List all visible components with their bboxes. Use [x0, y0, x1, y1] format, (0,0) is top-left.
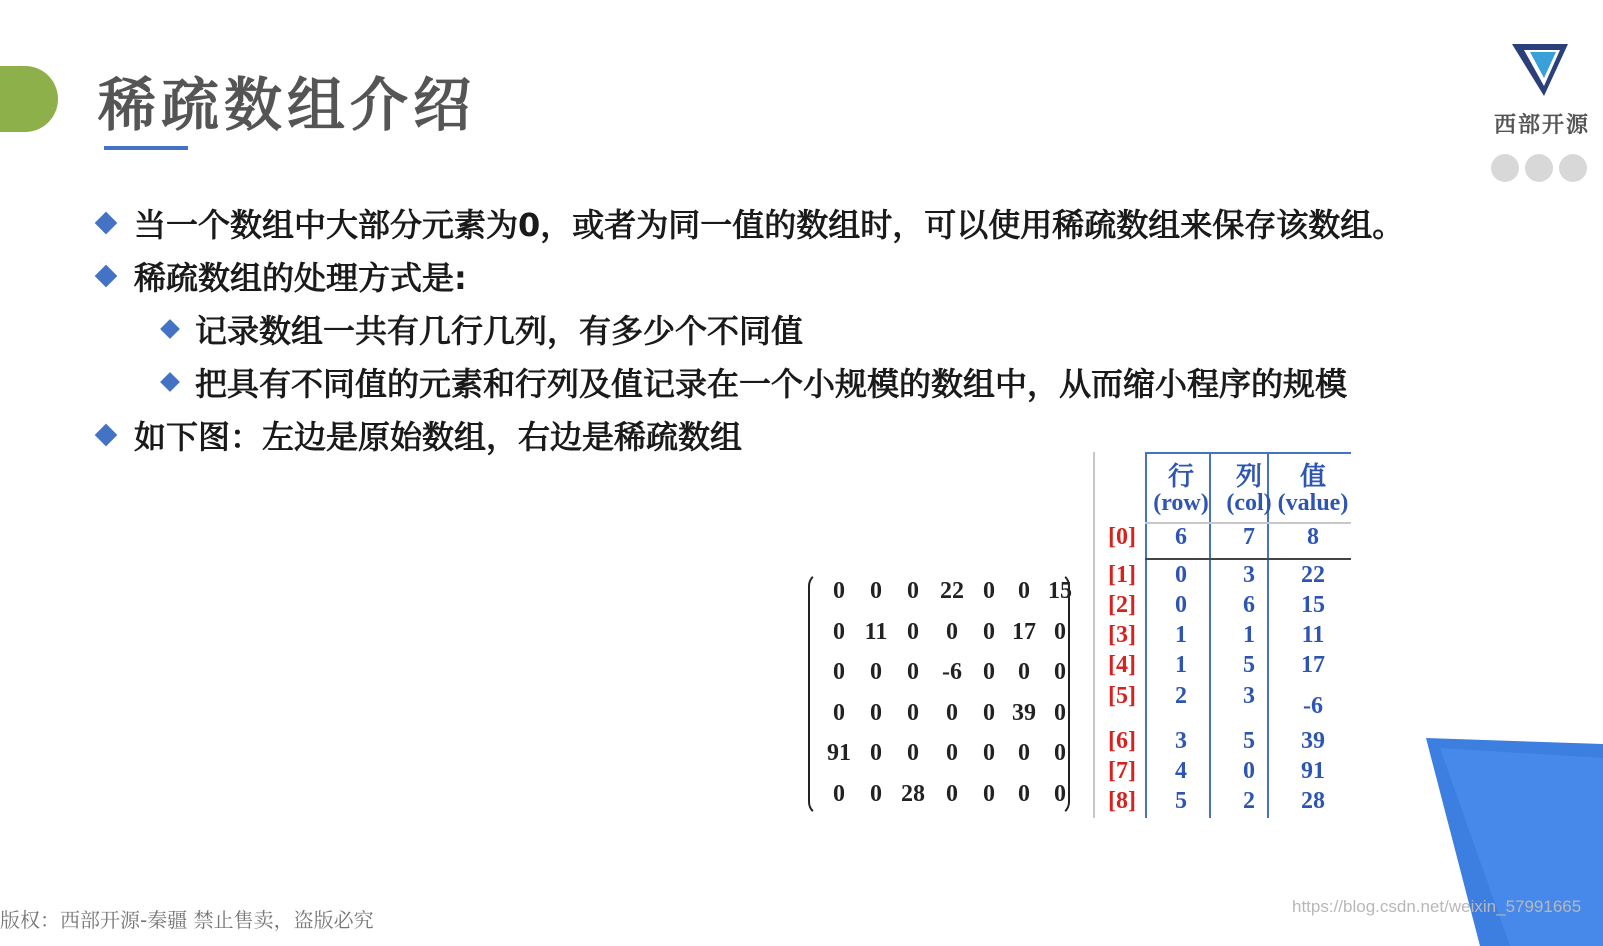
matrix-cell: 0: [907, 659, 919, 685]
matrix-cell: 0: [946, 699, 958, 726]
logo-text: 西部开源: [1494, 113, 1591, 138]
diamond-bullet-icon: [160, 319, 180, 339]
matrix-cell: 0: [1054, 699, 1066, 726]
matrix-cell: 17: [1012, 618, 1036, 645]
row-index-label: [2]: [1108, 592, 1136, 618]
sparse-cell-value: 22: [1301, 562, 1325, 588]
column-header-en: (row): [1153, 490, 1209, 516]
row-index-label: [1]: [1108, 562, 1136, 588]
matrix-cell: 0: [833, 699, 845, 726]
column-header-cn: 列: [1235, 462, 1262, 491]
bullet-text: 记录数组一共有几行几列，有多少个不同值: [195, 312, 804, 350]
matrix-cell: 0: [983, 618, 995, 645]
matrix-cell: 22: [940, 578, 964, 604]
sparse-cell-row: 2: [1175, 683, 1187, 709]
sparse-cell-value: 8: [1307, 524, 1319, 550]
matrix-cell: 0: [946, 618, 958, 645]
matrix-cell: 0: [870, 578, 882, 604]
matrix-cell: 0: [946, 780, 958, 807]
sparse-cell-col: 1: [1243, 622, 1255, 648]
matrix-cell: 0: [907, 699, 919, 726]
matrix-cell: -6: [942, 659, 962, 685]
matrix-cell: 0: [983, 740, 995, 766]
matrix-cell: 0: [1018, 659, 1030, 685]
bullet-text: 稀疏数组的处理方式是:: [134, 259, 467, 297]
matrix-cell: 0: [870, 740, 882, 766]
sparse-cell-value: 91: [1301, 758, 1325, 784]
page-title: 稀疏数组介绍: [98, 71, 477, 139]
matrix-cell: 0: [1018, 578, 1030, 604]
matrix-cell: 0: [1054, 780, 1066, 807]
sparse-cell-value: 11: [1301, 622, 1325, 648]
dot: [1559, 154, 1587, 182]
matrix-cell: 0: [870, 659, 882, 685]
sparse-cell-col: 3: [1243, 562, 1255, 588]
column-header-en: (col): [1226, 490, 1272, 516]
diamond-bullet-icon: [95, 424, 118, 447]
matrix-cell: 0: [870, 780, 882, 807]
matrix-cell: 0: [870, 699, 882, 726]
matrix-cell: 0: [907, 618, 919, 645]
matrix-cell: 0: [1054, 740, 1066, 766]
matrix-cell: 0: [946, 740, 958, 766]
row-index-label: [0]: [1108, 524, 1136, 550]
sub-bullet-item: [163, 306, 803, 352]
matrix-cell: 15: [1048, 578, 1072, 604]
sparse-cell-col: 6: [1243, 592, 1255, 618]
matrix-cell: 0: [1054, 618, 1066, 645]
sparse-cell-col: 5: [1243, 728, 1255, 754]
bullet-text: 如下图：左边是原始数组，右边是稀疏数组: [134, 418, 743, 456]
matrix-cell: 0: [833, 780, 845, 807]
sparse-cell-row: 1: [1175, 652, 1187, 678]
title-accent-tab: [0, 66, 58, 132]
bullet-item: [98, 200, 1404, 246]
sparse-cell-row: 1: [1175, 622, 1187, 648]
matrix-cell: 0: [983, 659, 995, 685]
diamond-bullet-icon: [95, 212, 118, 235]
table-vertical-line: [1145, 452, 1147, 818]
matrix-cell: 0: [833, 578, 845, 604]
sparse-cell-row: 0: [1175, 592, 1187, 618]
sparse-cell-col: 7: [1243, 524, 1255, 550]
diamond-bullet-icon: [160, 372, 180, 392]
bullet-text: 当一个数组中大部分元素为0，或者为同一值的数组时，可以使用稀疏数组来保存该数组。: [134, 206, 1405, 244]
v-logo-icon: [1510, 40, 1570, 100]
diamond-bullet-icon: [95, 265, 118, 288]
row-index-label: [8]: [1108, 788, 1136, 814]
row-index-label: [4]: [1108, 652, 1136, 678]
dot: [1491, 154, 1519, 182]
matrix-cell: 0: [1018, 740, 1030, 766]
matrix-cell: 0: [983, 578, 995, 604]
column-header-en: (value): [1277, 490, 1349, 516]
sparse-cell-col: 0: [1243, 758, 1255, 784]
sparse-cell-value: 39: [1301, 728, 1325, 754]
sparse-cell-col: 3: [1243, 683, 1255, 709]
sparse-cell-row: 4: [1175, 758, 1187, 784]
sparse-cell-row: 6: [1175, 524, 1187, 550]
bullet-text: 把具有不同值的元素和行列及值记录在一个小规模的数组中，从而缩小程序的规模: [195, 365, 1348, 403]
matrix-cell: 0: [983, 699, 995, 726]
matrix-cell: 0: [983, 780, 995, 807]
original-matrix: [808, 572, 1070, 814]
row-index-label: [3]: [1108, 622, 1136, 648]
sparse-cell-col: 2: [1243, 788, 1255, 814]
footer-copyright: 版权：西部开源-秦疆 禁止售卖，盗版必究: [0, 908, 374, 932]
table-divider-line: [1145, 558, 1351, 560]
table-vertical-line: [1093, 452, 1095, 818]
sparse-cell-value: 28: [1301, 788, 1325, 814]
bullet-item: [98, 253, 467, 299]
row-index-label: [7]: [1108, 758, 1136, 784]
matrix-cell: 0: [1054, 659, 1066, 685]
matrix-cell: 0: [907, 740, 919, 766]
watermark: https://blog.csdn.net/weixin_57991665: [1292, 897, 1582, 916]
sparse-cell-col: 5: [1243, 652, 1255, 678]
bullet-item: [98, 412, 742, 458]
sub-bullet-item: [163, 359, 1347, 405]
sparse-cell-value: 17: [1301, 652, 1325, 678]
matrix-cell: 11: [864, 618, 888, 645]
title-underline: [104, 146, 188, 150]
sparse-array-table: [1093, 452, 1353, 820]
row-index-label: [6]: [1108, 728, 1136, 754]
column-header-cn: 值: [1299, 462, 1326, 491]
sparse-cell-value: 15: [1301, 592, 1325, 618]
table-top-line: [1145, 452, 1351, 454]
matrix-cell: 0: [907, 578, 919, 604]
row-index-label: [5]: [1108, 683, 1136, 709]
matrix-cell: 91: [827, 740, 851, 766]
sparse-cell-value: -6: [1303, 693, 1323, 719]
sparse-cell-row: 5: [1175, 788, 1187, 814]
matrix-left-bracket: [808, 572, 824, 816]
matrix-cell: 28: [901, 780, 925, 807]
matrix-cell: 0: [1018, 780, 1030, 807]
column-header-cn: 行: [1167, 462, 1194, 491]
matrix-right-bracket: [1054, 572, 1070, 816]
matrix-cell: 39: [1012, 699, 1036, 726]
matrix-cell: 0: [833, 618, 845, 645]
sparse-cell-row: 3: [1175, 728, 1187, 754]
sparse-cell-row: 0: [1175, 562, 1187, 588]
dot: [1525, 154, 1553, 182]
matrix-cell: 0: [833, 659, 845, 685]
